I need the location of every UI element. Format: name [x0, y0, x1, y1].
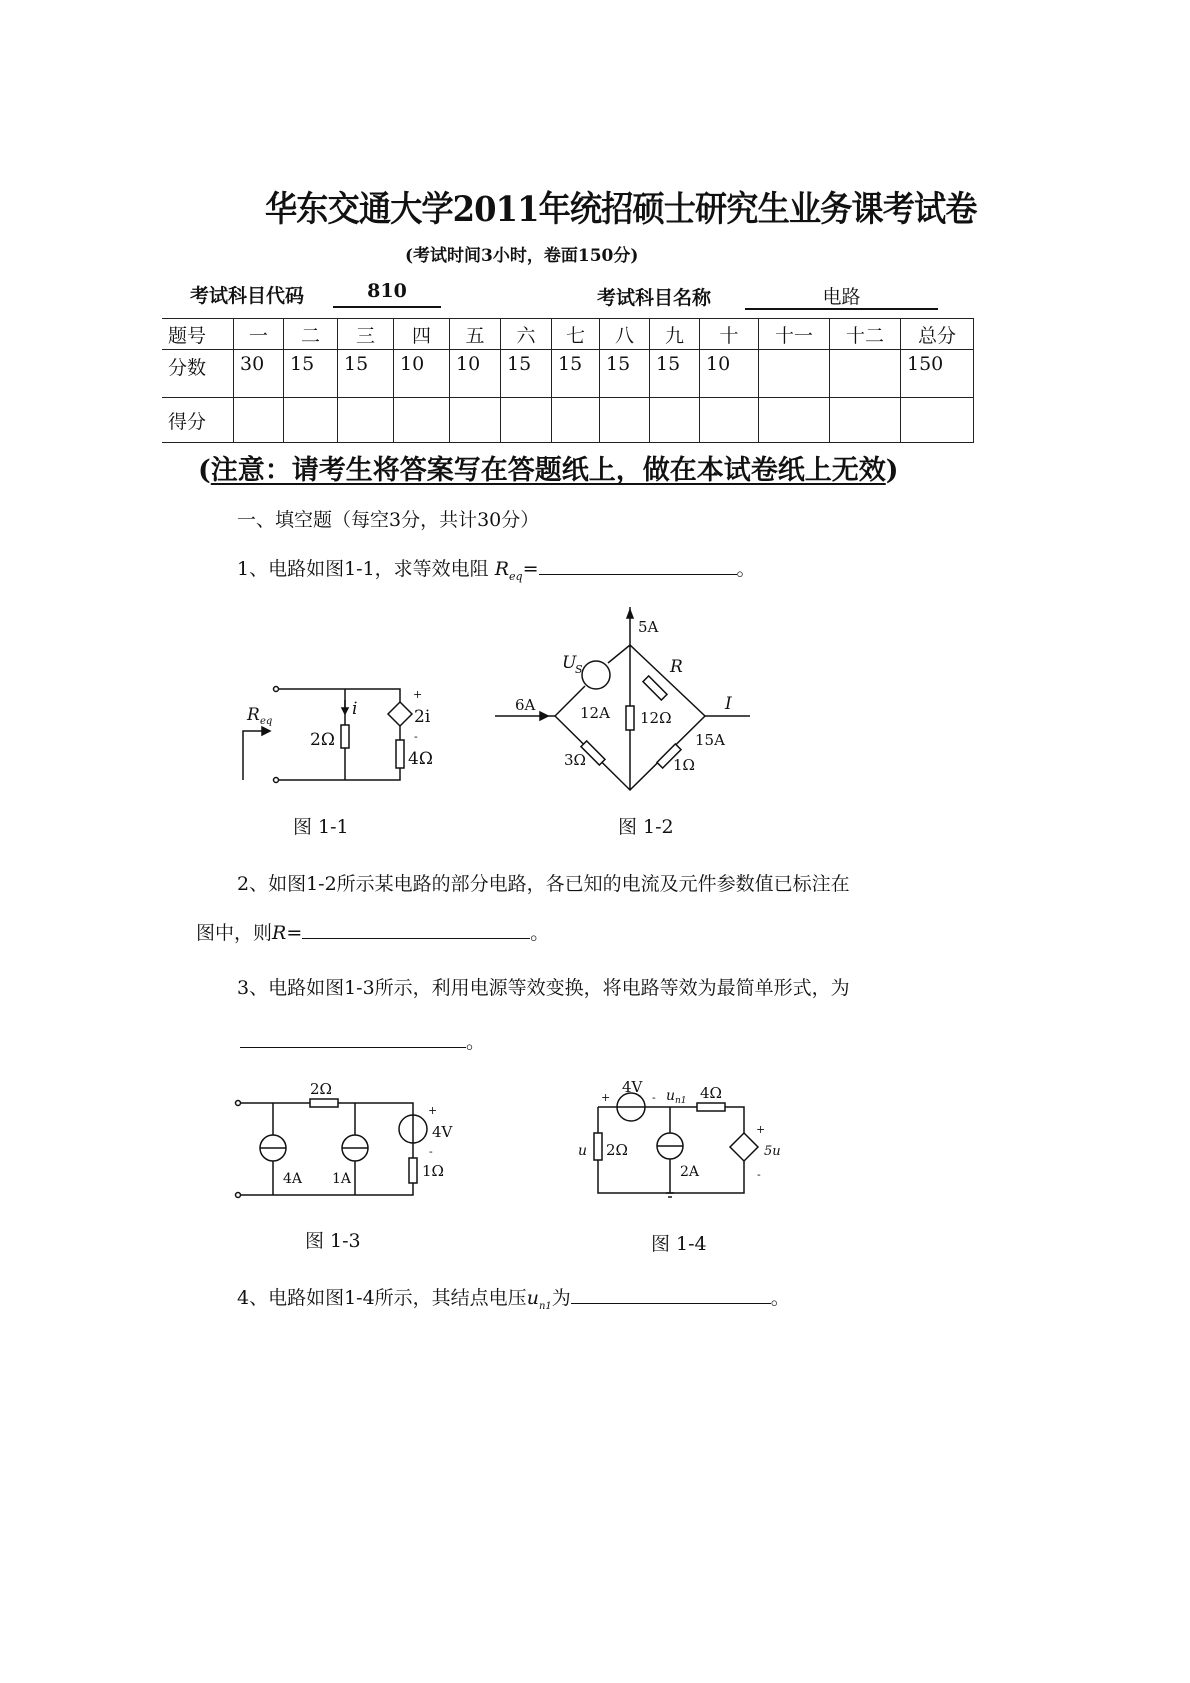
q2-text: 图中，则	[196, 922, 273, 944]
table-cell: 九	[650, 319, 700, 350]
figure-1-4	[578, 1078, 781, 1255]
minus-sign: -	[652, 1091, 656, 1104]
question-2-line1: 2、如图1-2所示某电路的部分电路，各已知的电流及元件参数值已标注在	[237, 873, 850, 895]
caption-fig-1-2: 图 1-2	[618, 816, 674, 838]
table-cell: 六	[501, 319, 552, 350]
label-12a: 12A	[580, 704, 610, 722]
table-cell: 15	[552, 350, 600, 398]
label-4v: 4V	[432, 1123, 453, 1141]
q4-after: 为	[551, 1287, 571, 1309]
figure-1-3	[236, 1080, 454, 1252]
section-heading: 一、填空题（每空3分，共计30分）	[237, 509, 540, 531]
q4-text: 4、电路如图1-4所示，其结点电压	[237, 1287, 527, 1309]
table-cell: 三	[338, 319, 394, 350]
question-3-line1: 3、电路如图1-3所示，利用电源等效变换，将电路等效为最简单形式，为	[237, 977, 850, 999]
label-req-sub: eq	[260, 716, 273, 727]
paren: (	[198, 455, 211, 486]
plus-sign: +	[413, 688, 423, 701]
table-cell: 十	[700, 319, 759, 350]
minus-sign: -	[414, 730, 418, 743]
label-us: U	[562, 653, 577, 673]
label-2ohm: 2Ω	[310, 730, 335, 750]
caption-fig-1-1: 图 1-1	[293, 816, 349, 838]
label-r: R	[670, 657, 683, 677]
q4-end: 。	[770, 1287, 790, 1309]
table-cell: 总分	[901, 319, 974, 350]
subject-name-value: 电路	[745, 282, 938, 310]
table-cell: 10	[450, 350, 501, 398]
table-cell: 10	[700, 350, 759, 398]
label-req: R	[247, 705, 260, 725]
table-cell: 五	[450, 319, 501, 350]
label-i-out: I	[725, 694, 732, 714]
q4-sub: n1	[538, 1300, 552, 1312]
label-un1-sub: n1	[675, 1096, 687, 1106]
q1-eq: =	[522, 558, 539, 580]
table-cell: 30	[234, 350, 284, 398]
subject-name-label: 考试科目名称	[597, 287, 712, 309]
label-6a: 6A	[515, 696, 536, 714]
caption-fig-1-4: 图 1-4	[651, 1233, 707, 1255]
q1-var: R	[494, 558, 510, 580]
caption-fig-1-3: 图 1-3	[305, 1230, 361, 1252]
exam-subtitle: (考试时间3小时，卷面150分)	[405, 246, 639, 266]
row-header: 分数	[162, 350, 234, 398]
label-1ohm: 1Ω	[673, 756, 695, 774]
table-cell: 10	[394, 350, 450, 398]
paren: )	[885, 455, 899, 486]
table-cell: 15	[501, 350, 552, 398]
table-cell: 15	[600, 350, 650, 398]
label-2ohm: 2Ω	[310, 1080, 332, 1098]
label-1ohm: 1Ω	[422, 1162, 444, 1180]
label-u: u	[578, 1143, 588, 1159]
q2-var: R=	[272, 922, 303, 944]
table-cell: 15	[284, 350, 338, 398]
label-5u: 5u	[764, 1144, 781, 1159]
label-5a: 5A	[638, 618, 659, 636]
notice-text: 注意：请考生将答案写在答题纸上，做在本试卷纸上无效	[210, 455, 886, 486]
minus-sign: -	[757, 1168, 761, 1181]
table-cell: 一	[234, 319, 284, 350]
row-header: 题号	[162, 319, 234, 350]
row-header: 得分	[162, 398, 234, 443]
table-cell: 十二	[830, 319, 901, 350]
q4-var: u	[526, 1287, 539, 1309]
q1-end: 。	[736, 558, 756, 580]
label-4v: 4V	[622, 1078, 643, 1096]
plus-sign: +	[428, 1104, 438, 1117]
label-2a: 2A	[680, 1164, 700, 1180]
table-cell: 二	[284, 319, 338, 350]
table-cell: 15	[650, 350, 700, 398]
exam-title: 华东交通大学2011年统招硕士研究生业务课考试卷	[265, 189, 977, 230]
table-cell: 八	[600, 319, 650, 350]
table-cell: 15	[338, 350, 394, 398]
table-cell: 十一	[759, 319, 830, 350]
table-cell: 七	[552, 319, 600, 350]
q1-sub: eq	[509, 569, 523, 583]
label-4ohm: 4Ω	[700, 1084, 722, 1102]
label-4ohm: 4Ω	[408, 749, 433, 769]
label-15a: 15A	[695, 731, 725, 749]
table-cell: 四	[394, 319, 450, 350]
q3-end: 。	[466, 1031, 486, 1053]
q2-end: 。	[530, 922, 550, 944]
figure-1-1	[243, 687, 433, 839]
table-cell: 150	[901, 350, 974, 398]
label-12ohm: 12Ω	[640, 709, 672, 727]
plus-sign: +	[601, 1091, 611, 1104]
subject-code-value: 810	[333, 280, 441, 308]
subject-code-label: 考试科目代码	[190, 285, 305, 307]
q1-text: 1、电路如图1-1，求等效电阻	[237, 558, 489, 580]
label-1a: 1A	[332, 1171, 352, 1187]
label-un1: u	[666, 1088, 676, 1104]
label-us-sub: S	[575, 663, 583, 676]
label-2i: 2i	[414, 707, 431, 727]
figure-1-2	[495, 607, 750, 838]
label-3ohm: 3Ω	[564, 751, 586, 769]
label-2ohm: 2Ω	[606, 1141, 628, 1159]
label-4a: 4A	[283, 1171, 303, 1187]
plus-sign: +	[756, 1123, 766, 1136]
label-i: i	[352, 699, 358, 719]
minus-sign: -	[429, 1145, 433, 1158]
